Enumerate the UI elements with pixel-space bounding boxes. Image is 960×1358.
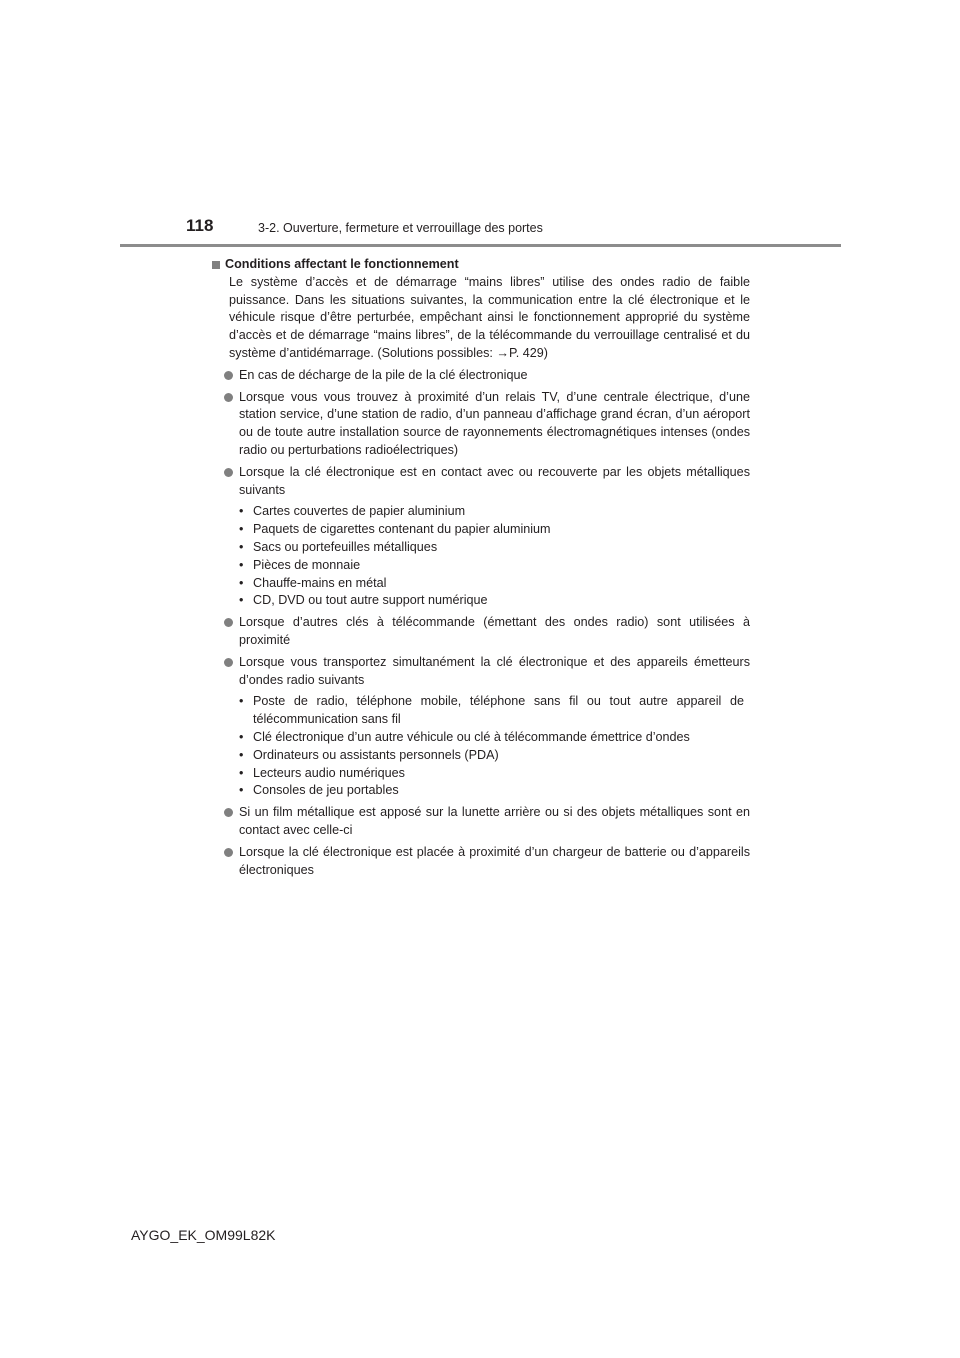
list-item-text: Lorsque d’autres clés à télécommande (émettant des ondes radio) sont utilisées à proximité: [239, 615, 750, 647]
list-item: [212, 614, 750, 650]
header-divider: [120, 244, 841, 247]
intro-paragraph: Le système d’accès et de démarrage “mains libres” utilise des ondes radio de faible puissance. Dans les situations suivantes, la communication entre la clé électronique et le véhicule risque d’être perturbée, empêchant ainsi le fonctionnement approprié du système d’accès et de démarrage “mains libres”, de la télécommande du verrouillage centralisé et du système d’antidémarrage. (Solutions possibles: →P. 429): [229, 274, 750, 360]
sub-list-item: [239, 782, 750, 800]
sub-list-item: [239, 503, 750, 521]
sub-list-item-text: Ordinateurs ou assistants personnels (PDA): [253, 747, 499, 762]
sub-list: [239, 693, 750, 800]
sub-list-item-text: CD, DVD ou tout autre support numérique: [253, 593, 488, 608]
sub-list-item: [239, 729, 750, 747]
sub-list-item-text: Chauffe-mains en métal: [253, 575, 387, 590]
document-code: AYGO_EK_OM99L82K: [131, 1227, 276, 1243]
list-item: [212, 804, 750, 840]
bullet-list: [212, 367, 750, 880]
dot-bullet-icon: •: [239, 593, 244, 608]
sub-list-item: [239, 575, 750, 593]
section-title: 3-2. Ouverture, fermeture et verrouillage des portes: [258, 221, 543, 235]
circle-bullet-icon: [224, 393, 233, 402]
sub-list-item-text: Paquets de cigarettes contenant du papier aluminium: [253, 522, 551, 537]
dot-bullet-icon: •: [239, 729, 244, 744]
list-item-text: Lorsque vous transportez simultanément la clé électronique et des appareils émetteurs d’ondes radio suivants: [239, 654, 750, 687]
dot-bullet-icon: •: [239, 783, 244, 798]
sub-list-item-text: Clé électronique d’un autre véhicule ou clé à télécommande émettrice d’ondes: [253, 729, 690, 744]
sub-list-item-text: Poste de radio, téléphone mobile, téléphone sans fil ou tout autre appareil de télécommunication sans fil: [253, 694, 744, 727]
sub-list-item-text: Sacs ou portefeuilles métalliques: [253, 539, 438, 554]
dot-bullet-icon: •: [239, 522, 244, 537]
circle-bullet-icon: [224, 371, 233, 380]
square-bullet-icon: [212, 261, 220, 269]
dot-bullet-icon: •: [239, 765, 244, 780]
sub-list-item: [239, 693, 750, 729]
list-item: [212, 654, 750, 690]
dot-bullet-icon: •: [239, 557, 244, 572]
sub-list-item-text: Pièces de monnaie: [253, 557, 361, 572]
sub-list-item: [239, 747, 750, 765]
dot-bullet-icon: •: [239, 747, 244, 762]
circle-bullet-icon: [224, 618, 233, 627]
sub-list-item: [239, 539, 750, 557]
dot-bullet-icon: •: [239, 575, 244, 590]
circle-bullet-icon: [224, 658, 233, 667]
list-item-text: Si un film métallique est apposé sur la lunette arrière ou si des objets métalliques sont en contact avec celle-ci: [239, 805, 750, 837]
list-item-text: Lorsque la clé électronique est en contact avec ou recouverte par les objets métalliques suivants: [239, 464, 750, 497]
sub-list-item: [239, 765, 750, 783]
sub-list-item-text: Cartes couvertes de papier aluminium: [253, 504, 466, 519]
list-item-text: En cas de décharge de la pile de la clé électronique: [239, 367, 528, 382]
main-content: [212, 256, 750, 879]
dot-bullet-icon: •: [239, 694, 244, 709]
sub-list-item: [239, 521, 750, 539]
list-item-text: Lorsque la clé électronique est placée à proximité d’un chargeur de batterie ou d’appareils électroniques: [239, 844, 750, 877]
circle-bullet-icon: [224, 468, 233, 477]
list-item: [212, 464, 750, 500]
section-heading-text: Conditions affectant le fonctionnement: [225, 257, 459, 271]
page-number: 118: [186, 216, 214, 235]
sub-list-item-text: Lecteurs audio numériques: [253, 765, 405, 780]
dot-bullet-icon: •: [239, 539, 244, 554]
circle-bullet-icon: [224, 808, 233, 817]
dot-bullet-icon: •: [239, 504, 244, 519]
list-item: [212, 844, 750, 880]
sub-list: [239, 503, 750, 610]
list-item: [212, 367, 750, 385]
section-heading: [212, 256, 750, 274]
sub-list-item: [239, 557, 750, 575]
list-item: [212, 389, 750, 460]
sub-list-item: [239, 592, 750, 610]
sub-list-item-text: Consoles de jeu portables: [253, 783, 399, 798]
circle-bullet-icon: [224, 848, 233, 857]
list-item-text: Lorsque vous vous trouvez à proximité d’un relais TV, d’une centrale électrique, d’une station service, d’une station de radio, d’un panneau d’affichage grand écran, d’un aéroport ou de toute autre installation source de rayonnements électromagnétiques intenses (ondes radio ou perturbations radioélectriques): [239, 389, 750, 457]
